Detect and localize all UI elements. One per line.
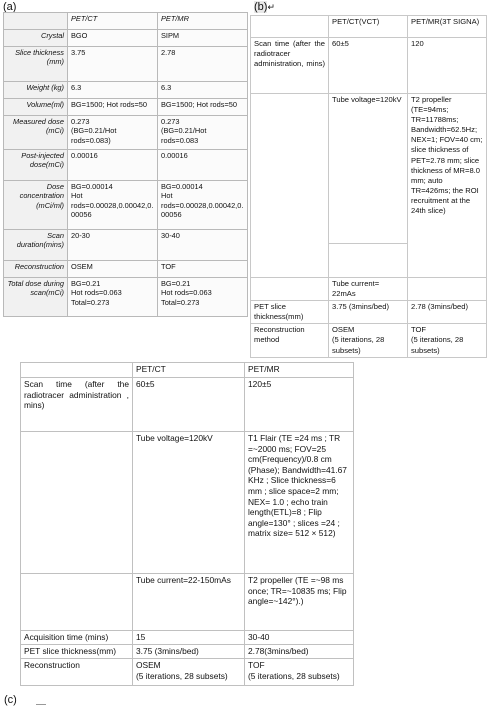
table-row — [21, 574, 354, 631]
cell: 2.78 — [158, 47, 248, 82]
row-label: Volume(ml) — [4, 99, 68, 116]
cell: 60±5 — [133, 378, 245, 432]
footer-dash — [36, 704, 46, 705]
cell: 30-40 — [245, 631, 354, 645]
panel-label-b — [254, 1, 275, 13]
panel-label-c: (c) — [4, 694, 17, 706]
cell: 60±5 — [329, 38, 408, 94]
cell — [251, 94, 329, 278]
cell — [408, 278, 487, 301]
cell: 6.3 — [158, 82, 248, 99]
cell: TOF — [158, 261, 248, 278]
table-row — [4, 13, 248, 30]
table-row — [4, 278, 248, 317]
row-label: Scan duration(mins) — [4, 230, 68, 261]
cell: T2 propeller (TE=94ms; TR=11788ms; Bandwidth=62.5Hz; NEX=1; FOV=40 cm; slice thickness of PET=2.78 mm; slice thickness of MR=8.0 mm; auto TR=426ms; the ROI recruitment at the 24th slice) — [408, 94, 487, 278]
row-label: Post-injected dose(mCi) — [4, 150, 68, 181]
header-cell: PET/MR — [158, 13, 248, 30]
row-label: Slice thickness (mm) — [4, 47, 68, 82]
cell: T1 Flair (TE =24 ms ; TR =~2000 ms; FOV=25 cm(Frequency)/0.8 cm (Phase); Bandwidth=41.67 KHz ; Slice thickness=6 mm ; slice space=2 mm; NEX= 1.0 ; echo train length(ETL)=8 ; Flip angle=130° ; slices =24 ; matrix size= 512 × 512) — [245, 432, 354, 574]
row-label: Total dose during scan(mCi) — [4, 278, 68, 317]
table-row — [4, 261, 248, 278]
table-row — [4, 99, 248, 116]
cell: BG=0.21 Hot rods=0.063 Total=0.273 — [68, 278, 158, 317]
header-cell — [21, 363, 133, 378]
table-row — [4, 30, 248, 47]
table-row — [4, 181, 248, 230]
cell: TOF (5 iterations, 28 subsets) — [408, 324, 487, 357]
row-label: Scan time (after the radiotracer administration, mins) — [251, 38, 329, 94]
cell: Tube current= 22mAs — [329, 278, 408, 301]
cell: Tube current=22-150mAs — [133, 574, 245, 631]
row-label: Reconstruction — [21, 659, 133, 686]
cell: Tube voltage=120kV — [133, 432, 245, 574]
header-cell — [4, 13, 68, 30]
table-row — [21, 363, 354, 378]
cell: 120±5 — [245, 378, 354, 432]
cell: SIPM — [158, 30, 248, 47]
cell: 0.00016 — [68, 150, 158, 181]
cell: 0.273 (BG=0.21/Hot rods=0.083) — [68, 116, 158, 150]
table-row — [251, 94, 487, 244]
table-row — [251, 301, 487, 324]
table-a — [3, 12, 248, 317]
row-label: PET slice thickness(mm) — [251, 301, 329, 324]
cell: 15 — [133, 631, 245, 645]
panel-label-a: (a) — [3, 1, 17, 13]
cell: 0.00016 — [158, 150, 248, 181]
return-mark-icon: ↵ — [267, 2, 275, 12]
panel-label-b-text: (b) — [254, 1, 268, 13]
row-label: Scan time (after the radiotracer administration , mins) — [21, 378, 133, 432]
cell: Tube voltage=120kV — [329, 94, 408, 244]
table-row — [21, 631, 354, 645]
table-row — [21, 432, 354, 574]
cell: 2.78(3mins/bed) — [245, 645, 354, 659]
cell: BG=0.21 Hot rods=0.063 Total=0.273 — [158, 278, 248, 317]
table-row — [21, 659, 354, 686]
table-row — [4, 230, 248, 261]
cell: 30-40 — [158, 230, 248, 261]
cell: OSEM — [68, 261, 158, 278]
cell — [251, 278, 329, 301]
table-row — [21, 378, 354, 432]
table-row — [21, 645, 354, 659]
header-cell: PET/CT — [68, 13, 158, 30]
cell: BG=0.00014 Hot rods=0.00028,0.00042,0.00056 — [68, 181, 158, 230]
cell — [329, 244, 408, 278]
cell: 0.273 (BG=0.21/Hot rods=0.083 — [158, 116, 248, 150]
header-cell: PET/CT(VCT) — [329, 16, 408, 38]
row-label: Dose concentration (mCi/ml) — [4, 181, 68, 230]
table-row — [251, 38, 487, 94]
row-label: PET slice thickness(mm) — [21, 645, 133, 659]
row-label: Weight (kg) — [4, 82, 68, 99]
cell: 120 — [408, 38, 487, 94]
row-label: Measured dose (mCi) — [4, 116, 68, 150]
cell — [21, 574, 133, 631]
cell: 3.75 — [68, 47, 158, 82]
table-row — [251, 16, 487, 38]
cell: BG=0.00014 Hot rods=0.00028,0.00042,0.00056 — [158, 181, 248, 230]
row-label: Acquisition time (mins) — [21, 631, 133, 645]
cell: TOF (5 iterations, 28 subsets) — [245, 659, 354, 686]
table-row — [4, 150, 248, 181]
cell: OSEM (5 iterations, 28 subsets) — [133, 659, 245, 686]
cell: BG=1500; Hot rods=50 — [158, 99, 248, 116]
cell — [21, 432, 133, 574]
cell: 3.75 (3mins/bed) — [329, 301, 408, 324]
table-row — [4, 47, 248, 82]
table-row — [4, 82, 248, 99]
header-cell — [251, 16, 329, 38]
table-row — [251, 278, 487, 301]
cell: 20-30 — [68, 230, 158, 261]
row-label: Reconstruction — [4, 261, 68, 278]
table-b — [250, 15, 487, 358]
cell: BGO — [68, 30, 158, 47]
cell: BG=1500; Hot rods=50 — [68, 99, 158, 116]
table-c — [20, 362, 354, 686]
cell: 2.78 (3mins/bed) — [408, 301, 487, 324]
table-row — [4, 116, 248, 150]
cell: T2 propeller (TE =~98 ms once; TR=~10835 ms; Flip angle=~142°).) — [245, 574, 354, 631]
header-cell: PET/MR — [245, 363, 354, 378]
header-cell: PET/MR(3T SIGNA) — [408, 16, 487, 38]
row-label: Crystal — [4, 30, 68, 47]
cell: 6.3 — [68, 82, 158, 99]
header-cell: PET/CT — [133, 363, 245, 378]
cell: OSEM (5 iterations, 28 subsets) — [329, 324, 408, 357]
row-label: Reconstruction method — [251, 324, 329, 357]
table-row — [251, 324, 487, 357]
cell: 3.75 (3mins/bed) — [133, 645, 245, 659]
